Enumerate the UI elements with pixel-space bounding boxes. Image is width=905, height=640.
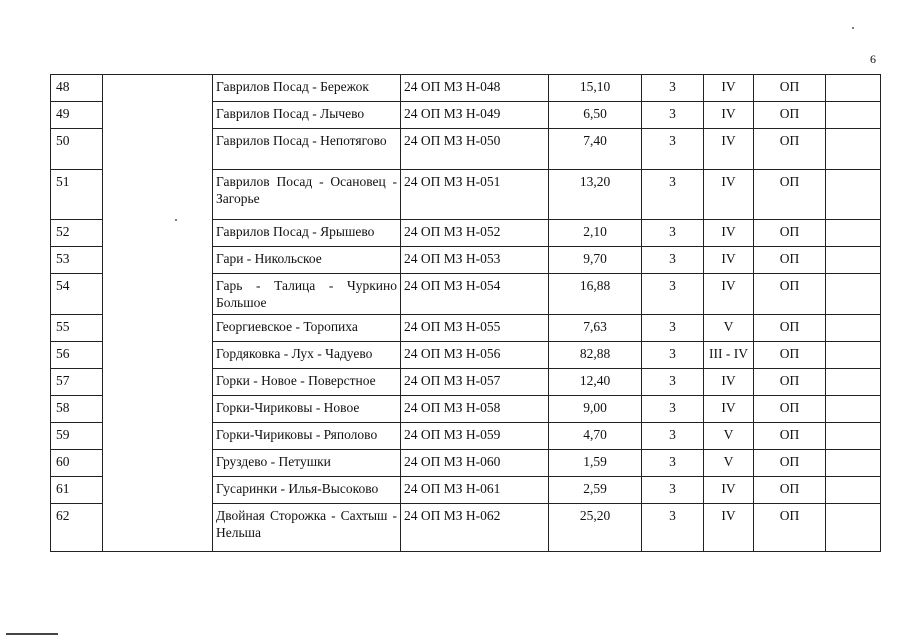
row-number-cell: 55: [51, 315, 103, 342]
lanes-cell: 3: [642, 274, 704, 315]
empty-cell: [826, 170, 881, 220]
road-code-cell: 24 ОП МЗ Н-051: [401, 170, 549, 220]
table-row: [51, 170, 881, 220]
row-number-cell: 51: [51, 170, 103, 220]
road-code-cell: 24 ОП МЗ Н-049: [401, 102, 549, 129]
road-code-cell: 24 ОП МЗ Н-062: [401, 504, 549, 552]
length-cell: 7,63: [549, 315, 642, 342]
table-row: [51, 342, 881, 369]
road-name-cell: Гусаринки - Илья-Высоково: [213, 477, 401, 504]
road-code-cell: 24 ОП МЗ Н-050: [401, 129, 549, 170]
road-name-cell: Гаврилов Посад - Ярышево: [213, 220, 401, 247]
category-cell: IV: [704, 396, 754, 423]
lanes-cell: 3: [642, 75, 704, 102]
row-number-cell: 61: [51, 477, 103, 504]
length-cell: 25,20: [549, 504, 642, 552]
road-code-cell: 24 ОП МЗ Н-054: [401, 274, 549, 315]
road-name-cell: Горки - Новое - Поверстное: [213, 369, 401, 396]
length-cell: 2,10: [549, 220, 642, 247]
blank-cell: [103, 129, 213, 170]
table-row: [51, 504, 881, 552]
road-name-cell: Георгиевское - Торопиха: [213, 315, 401, 342]
road-code-cell: 24 ОП МЗ Н-060: [401, 450, 549, 477]
table-row: [51, 315, 881, 342]
blank-cell: [103, 369, 213, 396]
lanes-cell: 3: [642, 315, 704, 342]
roads-table: [50, 74, 881, 552]
table-row: [51, 247, 881, 274]
category-cell: IV: [704, 220, 754, 247]
road-name-cell: Гаврилов Посад - Осановец - Загорье: [213, 170, 401, 220]
row-number-cell: 58: [51, 396, 103, 423]
empty-cell: [826, 423, 881, 450]
table-row: [51, 477, 881, 504]
row-number-cell: 60: [51, 450, 103, 477]
road-code-cell: 24 ОП МЗ Н-059: [401, 423, 549, 450]
length-cell: 16,88: [549, 274, 642, 315]
significance-cell: ОП: [754, 369, 826, 396]
blank-cell: [103, 396, 213, 423]
blank-cell: [103, 342, 213, 369]
road-name-cell: Гаврилов Посад - Лычево: [213, 102, 401, 129]
empty-cell: [826, 450, 881, 477]
category-cell: IV: [704, 102, 754, 129]
length-cell: 9,70: [549, 247, 642, 274]
empty-cell: [826, 129, 881, 170]
blank-cell: [103, 423, 213, 450]
category-cell: IV: [704, 75, 754, 102]
empty-cell: [826, 477, 881, 504]
blank-cell: [103, 477, 213, 504]
significance-cell: ОП: [754, 504, 826, 552]
blank-cell: [103, 102, 213, 129]
road-name-cell: Гаврилов Посад - Непотягово: [213, 129, 401, 170]
lanes-cell: 3: [642, 504, 704, 552]
blank-cell: [103, 450, 213, 477]
significance-cell: ОП: [754, 220, 826, 247]
blank-cell: [103, 247, 213, 274]
row-number-cell: 53: [51, 247, 103, 274]
category-cell: V: [704, 450, 754, 477]
road-name-cell: Горки-Чириковы - Ряполово: [213, 423, 401, 450]
road-code-cell: 24 ОП МЗ Н-053: [401, 247, 549, 274]
roads-table-wrapper: [50, 74, 880, 552]
blank-cell: [103, 504, 213, 552]
table-row: [51, 423, 881, 450]
lanes-cell: 3: [642, 247, 704, 274]
road-name-cell: Двойная Сторожка - Сахтыш - Нельша: [213, 504, 401, 552]
row-number-cell: 52: [51, 220, 103, 247]
empty-cell: [826, 369, 881, 396]
empty-cell: [826, 274, 881, 315]
row-number-cell: 49: [51, 102, 103, 129]
table-row: [51, 129, 881, 170]
significance-cell: ОП: [754, 75, 826, 102]
table-row: [51, 450, 881, 477]
lanes-cell: 3: [642, 477, 704, 504]
empty-cell: [826, 75, 881, 102]
road-code-cell: 24 ОП МЗ Н-052: [401, 220, 549, 247]
road-code-cell: 24 ОП МЗ Н-056: [401, 342, 549, 369]
road-code-cell: 24 ОП МЗ Н-061: [401, 477, 549, 504]
length-cell: 12,40: [549, 369, 642, 396]
category-cell: IV: [704, 369, 754, 396]
road-code-cell: 24 ОП МЗ Н-048: [401, 75, 549, 102]
empty-cell: [826, 220, 881, 247]
page-number: 6: [870, 52, 876, 66]
row-number-cell: 54: [51, 274, 103, 315]
row-number-cell: 57: [51, 369, 103, 396]
length-cell: 1,59: [549, 450, 642, 477]
lanes-cell: 3: [642, 396, 704, 423]
lanes-cell: 3: [642, 342, 704, 369]
empty-cell: [826, 342, 881, 369]
significance-cell: ОП: [754, 396, 826, 423]
lanes-cell: 3: [642, 369, 704, 396]
footer-rule: [6, 633, 58, 635]
category-cell: IV: [704, 477, 754, 504]
length-cell: 15,10: [549, 75, 642, 102]
significance-cell: ОП: [754, 102, 826, 129]
lanes-cell: 3: [642, 170, 704, 220]
category-cell: IV: [704, 274, 754, 315]
roads-table-body: [51, 75, 881, 552]
lanes-cell: 3: [642, 220, 704, 247]
category-cell: IV: [704, 247, 754, 274]
lanes-cell: 3: [642, 450, 704, 477]
table-row: [51, 369, 881, 396]
category-cell: IV: [704, 129, 754, 170]
length-cell: 13,20: [549, 170, 642, 220]
table-row: [51, 274, 881, 315]
table-row: [51, 102, 881, 129]
table-row: [51, 75, 881, 102]
significance-cell: ОП: [754, 423, 826, 450]
category-cell: V: [704, 423, 754, 450]
table-row: [51, 220, 881, 247]
empty-cell: [826, 396, 881, 423]
road-name-cell: Гари - Никольское: [213, 247, 401, 274]
scan-speck: [852, 27, 854, 29]
category-cell: IV: [704, 504, 754, 552]
road-name-cell: Груздево - Петушки: [213, 450, 401, 477]
blank-cell: [103, 315, 213, 342]
category-cell: IV: [704, 170, 754, 220]
blank-cell: [103, 75, 213, 102]
blank-cell: [103, 220, 213, 247]
road-name-cell: Гордяковка - Лух - Чадуево: [213, 342, 401, 369]
length-cell: 82,88: [549, 342, 642, 369]
significance-cell: ОП: [754, 342, 826, 369]
lanes-cell: 3: [642, 129, 704, 170]
road-name-cell: Гаврилов Посад - Бережок: [213, 75, 401, 102]
empty-cell: [826, 102, 881, 129]
category-cell: V: [704, 315, 754, 342]
empty-cell: [826, 504, 881, 552]
length-cell: 7,40: [549, 129, 642, 170]
empty-cell: [826, 315, 881, 342]
length-cell: 4,70: [549, 423, 642, 450]
road-name-cell: Горки-Чириковы - Новое: [213, 396, 401, 423]
lanes-cell: 3: [642, 423, 704, 450]
lanes-cell: 3: [642, 102, 704, 129]
empty-cell: [826, 247, 881, 274]
road-name-cell: Гарь - Талица - Чуркино Большое: [213, 274, 401, 315]
row-number-cell: 50: [51, 129, 103, 170]
significance-cell: ОП: [754, 247, 826, 274]
significance-cell: ОП: [754, 129, 826, 170]
row-number-cell: 59: [51, 423, 103, 450]
significance-cell: ОП: [754, 170, 826, 220]
row-number-cell: 62: [51, 504, 103, 552]
length-cell: 2,59: [549, 477, 642, 504]
row-number-cell: 56: [51, 342, 103, 369]
length-cell: 9,00: [549, 396, 642, 423]
blank-cell: [103, 170, 213, 220]
category-cell: III - IV: [704, 342, 754, 369]
significance-cell: ОП: [754, 477, 826, 504]
significance-cell: ОП: [754, 274, 826, 315]
road-code-cell: 24 ОП МЗ Н-057: [401, 369, 549, 396]
road-code-cell: 24 ОП МЗ Н-055: [401, 315, 549, 342]
length-cell: 6,50: [549, 102, 642, 129]
table-row: [51, 396, 881, 423]
significance-cell: ОП: [754, 450, 826, 477]
road-code-cell: 24 ОП МЗ Н-058: [401, 396, 549, 423]
blank-cell: [103, 274, 213, 315]
scan-speck: [175, 219, 177, 221]
significance-cell: ОП: [754, 315, 826, 342]
row-number-cell: 48: [51, 75, 103, 102]
